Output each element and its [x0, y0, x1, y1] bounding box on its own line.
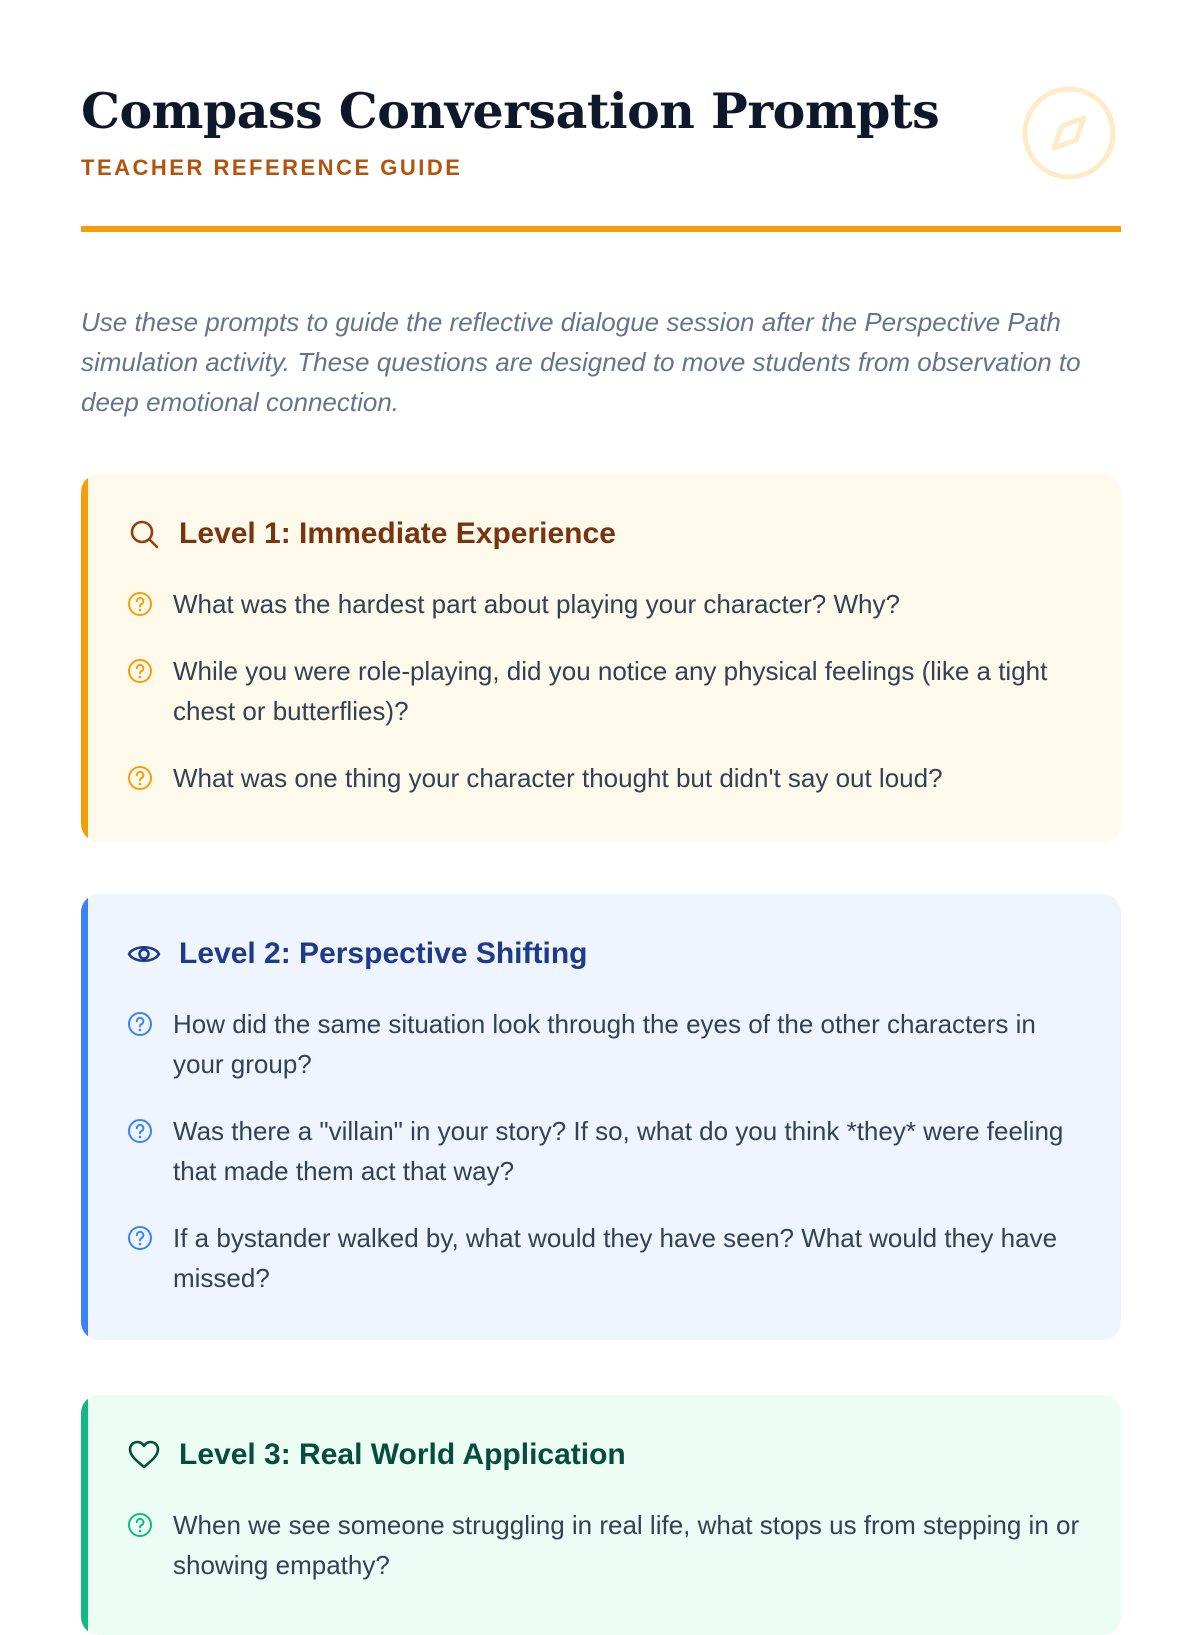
question-text: What was one thing your character thought but didn't say out loud?	[173, 763, 943, 793]
list-item	[127, 584, 1087, 624]
level-3-card	[81, 1395, 1121, 1635]
list-item	[127, 1111, 1087, 1191]
compass-icon	[1020, 84, 1118, 182]
level-2-card	[81, 894, 1121, 1340]
list-item	[127, 1505, 1087, 1585]
page-subtitle: TEACHER REFERENCE GUIDE	[81, 155, 463, 180]
question-circle-icon	[127, 591, 153, 617]
level-2-title: Level 2: Perspective Shifting	[179, 937, 588, 970]
question-text: How did the same situation look through the eyes of the other characters in your group?	[173, 1009, 1036, 1079]
list-item	[127, 1218, 1087, 1298]
level-3-questions	[127, 1505, 1087, 1612]
search-icon	[127, 517, 161, 551]
intro-text: Use these prompts to guide the reflective dialogue session after the Perspective Path simulation activity. These questions are designed to move students from observation to deep emotional connection.	[81, 307, 1081, 417]
question-circle-icon	[127, 1118, 153, 1144]
question-text: What was the hardest part about playing your character? Why?	[173, 589, 900, 619]
heart-icon	[127, 1438, 161, 1472]
level-1-card	[81, 474, 1121, 842]
level-1-header	[127, 514, 616, 554]
level-3-header	[127, 1435, 626, 1475]
question-text: While you were role-playing, did you notice any physical feelings (like a tight chest or butterflies)?	[173, 656, 1048, 726]
level-1-title: Level 1: Immediate Experience	[179, 517, 616, 550]
reference-guide-page	[81, 0, 1121, 1580]
level-1-questions	[127, 584, 1087, 825]
eye-icon	[127, 937, 161, 971]
level-3-title: Level 3: Real World Application	[179, 1438, 626, 1471]
question-circle-icon	[127, 765, 153, 791]
question-circle-icon	[127, 1011, 153, 1037]
level-2-questions	[127, 1004, 1087, 1325]
question-circle-icon	[127, 658, 153, 684]
header-divider	[81, 226, 1121, 232]
question-text: If a bystander walked by, what would they have seen? What would they have missed?	[173, 1223, 1058, 1293]
level-2-header	[127, 934, 587, 974]
page-header	[81, 0, 1121, 240]
page-title: Compass Conversation Prompts	[81, 82, 940, 140]
list-item	[127, 758, 1087, 798]
question-text: Was there a "villain" in your story? If so, what do you think *they* were feeling that made them act that way?	[173, 1116, 1064, 1186]
list-item	[127, 1004, 1087, 1084]
question-circle-icon	[127, 1225, 153, 1251]
question-circle-icon	[127, 1512, 153, 1538]
question-text: When we see someone struggling in real life, what stops us from stepping in or showing empathy?	[173, 1510, 1080, 1580]
list-item	[127, 651, 1087, 731]
